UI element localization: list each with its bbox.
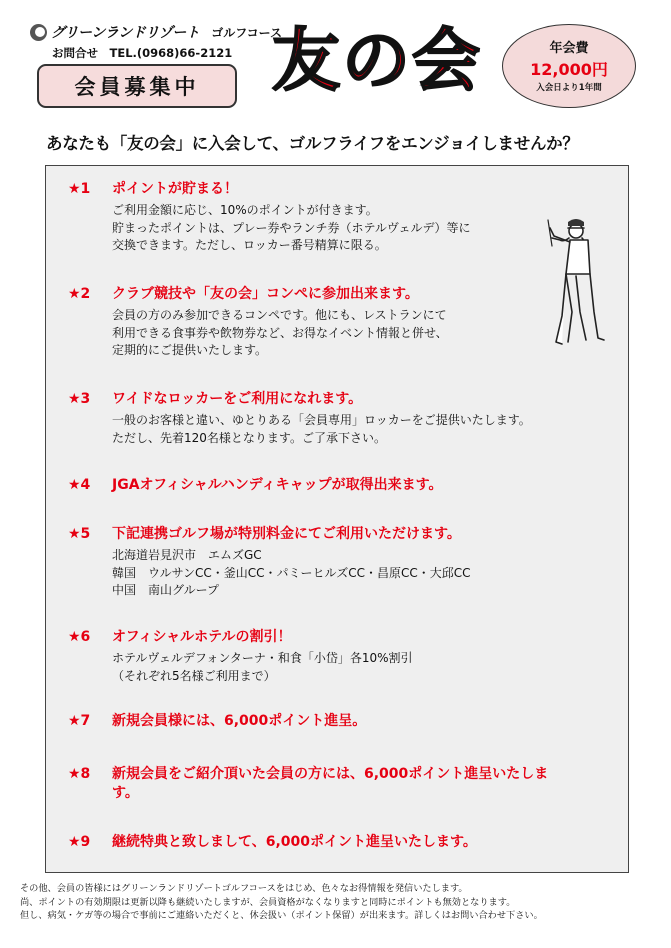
fee-note: 入会日より1年間	[536, 83, 602, 93]
benefit-line: 中国 南山グループ	[112, 583, 220, 597]
benefit-item	[68, 628, 413, 685]
benefit-number: ★4	[68, 477, 91, 493]
logo	[30, 22, 282, 42]
benefit-number: ★5	[68, 526, 91, 542]
benefit-title: 継続特典と致しまして、6,000ポイント進呈いたします。	[112, 834, 477, 850]
benefit-number: ★6	[68, 629, 91, 645]
logo-sub: ゴルフコース	[211, 25, 283, 40]
benefit-line: 韓国 ウルサンCC・釜山CC・パミーヒルズCC・昌原CC・大邱CC	[112, 565, 471, 580]
benefit-title: 新規会員様には、6,000ポイント進呈。	[112, 713, 367, 729]
recruit-badge: 会員募集中	[37, 64, 237, 108]
contact-phone: お問合せ TEL.(0968)66-2121	[52, 46, 233, 60]
logo-name: グリーンランドリゾート	[51, 25, 200, 41]
benefit-line: 北海道岩見沢市 エムズGC	[112, 548, 262, 562]
golfer-illustration	[542, 216, 606, 351]
benefit-item	[68, 390, 531, 447]
benefits-panel	[45, 165, 629, 873]
logo-mark-icon	[30, 24, 47, 41]
benefit-item	[68, 476, 443, 495]
benefit-title: ポイントが貯まる！	[112, 181, 238, 197]
benefit-item	[68, 712, 366, 731]
benefit-line: ご利用金額に応じ、10%のポイントが付きます。	[112, 203, 378, 217]
benefit-line: 定期的にご提供いたします。	[112, 343, 268, 357]
benefit-title: ワイドなロッカーをご利用になれます。	[112, 391, 363, 407]
page-title: 友の会	[272, 22, 483, 101]
footer-notes	[20, 882, 543, 923]
benefit-number: ★1	[68, 181, 91, 197]
fee-amount: 12,000円	[530, 60, 608, 79]
benefit-line: 利用できる食事券や飲物券など、お得なイベント情報と併せ、	[112, 325, 448, 340]
footer-line: その他、会員の皆様にはグリーンランドリゾートゴルフコースをはじめ、色々なお得情報を発信いたします。	[20, 883, 468, 894]
benefit-line: 一般のお客様と違い、ゆとりある「会員専用」ロッカーをご提供いたします。	[112, 413, 531, 427]
benefit-line: 交換できます。ただし、ロッカー番号精算に限る。	[112, 238, 387, 252]
benefit-item	[68, 525, 470, 600]
benefit-line: ただし、先着120名様となります。ご了承下さい。	[112, 430, 386, 445]
benefit-item	[68, 765, 552, 803]
benefit-item	[68, 180, 470, 255]
benefit-number: ★9	[68, 834, 91, 850]
footer-line: 尚、ポイントの有効期限は更新以降も継続いたしますが、会員資格がなくなりますと同時にポイントも無効となります。	[20, 896, 516, 908]
fee-badge	[502, 24, 636, 108]
benefit-item	[68, 285, 448, 360]
benefit-title: 新規会員をご紹介頂いた会員の方には、6,000ポイント進呈いたします。	[112, 766, 549, 801]
benefit-title: 下記連携ゴルフ場が特別料金にてご利用いただけます。	[112, 526, 461, 542]
benefit-title: JGAオフィシャルハンディキャップが取得出来ます。	[112, 477, 443, 493]
benefit-number: ★7	[68, 713, 91, 729]
benefit-line: （それぞれ5名様ご利用まで）	[112, 668, 276, 683]
benefit-number: ★2	[68, 286, 91, 302]
benefit-title: オフィシャルホテルの割引！	[112, 629, 292, 645]
benefit-line: ホテルヴェルデフォンターナ・和食「小岱」各10%割引	[112, 651, 413, 665]
benefit-title: クラブ競技や「友の会」コンペに参加出来ます。	[112, 286, 419, 302]
footer-line: 但し、病気・ケガ等の場合で事前にご連絡いただくと、休会扱い（ポイント保留）が出来ます。詳しくはお問い合わせ下さい。	[20, 910, 543, 921]
benefit-number: ★3	[68, 391, 91, 407]
tagline: あなたも「友の会」に入会して、ゴルフライフをエンジョイしませんか？	[46, 134, 579, 153]
benefit-item	[68, 833, 477, 852]
benefit-line: 会員の方のみ参加できるコンペです。他にも、レストランにて	[112, 308, 447, 322]
benefit-number: ★8	[68, 766, 91, 782]
fee-title: 年会費	[549, 41, 589, 56]
benefit-line: 貯まったポイントは、プレー券やランチ券（ホテルヴェルデ）等に	[112, 220, 471, 235]
